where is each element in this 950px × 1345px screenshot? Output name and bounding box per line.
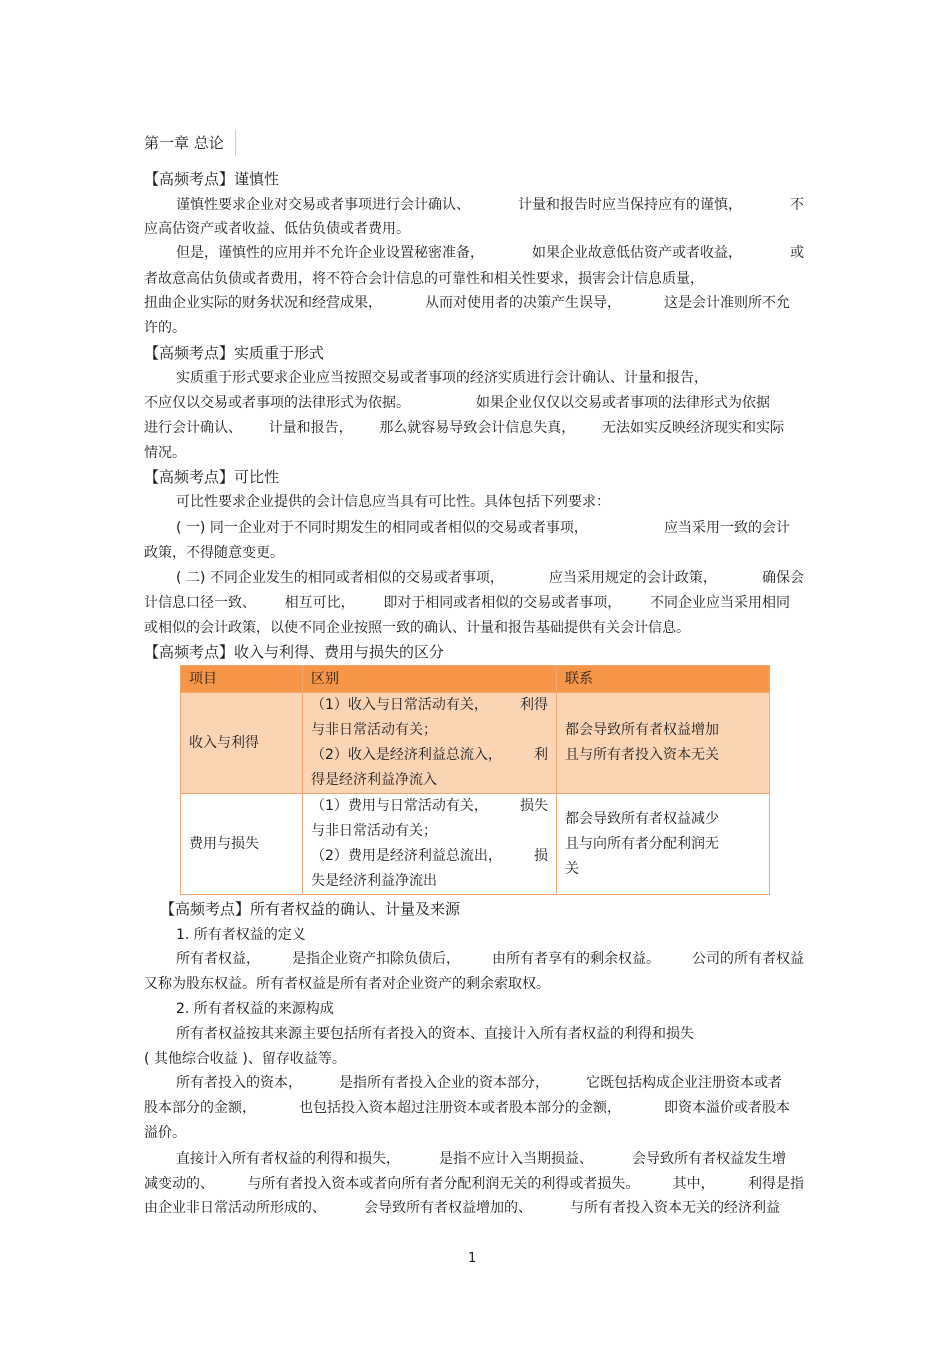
paragraph-line: ( 其他综合收益 )、留存收益等。 [144,1051,346,1067]
paragraph-line: 减变动的、 与所有者投入资本或者向所有者分配利润无关的利得或者损失。 其中， 利得是指 [144,1176,804,1192]
paragraph-line: 所有者投入的资本， 是指所有者投入企业的资本部分， 它既包括构成企业注册资本或者 [176,1075,782,1091]
paragraph-line: 进行会计确认、 计量和报告， 那么就容易导致会计信息失真， 无法如实反映经济现实和实际 [144,420,784,436]
row-label: 收入与利得 [181,693,303,794]
subheading-sources: 2. 所有者权益的来源构成 [176,1001,334,1017]
table-header-difference: 区别 [303,666,557,693]
paragraph-line: 实质重于形式要求企业应当按照交易或者事项的经济实质进行会计确认、计量和报告， [176,370,708,386]
section-heading-prudence: 【高频考点】谨慎性 [144,170,280,188]
section-heading-equity: 【高频考点】所有者权益的确认、计量及来源 [160,900,461,918]
paragraph-line: 又称为股东权益。所有者权益是所有者对企业资产的剩余索取权。 [144,976,550,992]
paragraph-line: 者故意高估负债或者费用，将不符合会计信息的可靠性和相关性要求，损害会计信息质量， [144,271,704,287]
paragraph-line: ( 一) 同一企业对于不同时期发生的相同或者相似的交易或者事项， 应当采用一致的会计 [176,520,790,536]
row-label: 费用与损失 [181,794,303,895]
paragraph-line: 扭曲企业实际的财务状况和经营成果， 从而对使用者的决策产生误导， 这是会计准则所不允 [144,295,790,311]
row-difference: （1）收入与日常活动有关， 利得 与非日常活动有关； （2）收入是经济利益总流入， 利 得是经济利益净流入 [303,693,557,794]
paragraph-line: 许的。 [144,320,186,336]
paragraph-line: 所有者权益， 是指企业资产扣除负债后， 由所有者享有的剩余权益。 公司的所有者权益 [176,951,804,967]
table-header-item: 项目 [181,666,303,693]
paragraph-line: 直接计入所有者权益的利得和损失， 是指不应计入当期损益、 会导致所有者权益发生增 [176,1151,786,1167]
distinction-table [180,665,770,895]
paragraph-line: 情况。 [144,445,186,461]
section-heading-substance: 【高频考点】实质重于形式 [144,344,325,362]
paragraph-line: 由企业非日常活动所形成的、 会导致所有者权益增加的、 与所有者投入资本无关的经济利益 [144,1200,780,1216]
row-relation: 都会导致所有者权益增加 且与所有者投入资本无关 [557,693,770,794]
section-heading-comparability: 【高频考点】可比性 [144,468,280,486]
cursor-divider [235,130,236,156]
chapter-title: 第一章 总论 [144,134,224,152]
table-row [181,693,770,794]
row-relation: 都会导致所有者权益减少 且与向所有者分配利润无 关 [557,794,770,895]
paragraph-line: 计信息口径一致、 相互可比， 即对于相同或者相似的交易或者事项， 不同企业应当采用相同 [144,595,790,611]
table-header-relation: 联系 [557,666,770,693]
paragraph-line: 股本部分的金额， 也包括投入资本超过注册资本或者股本部分的金额， 即资本溢价或者股本 [144,1100,790,1116]
paragraph-line: 或相似的会计政策，以使不同企业按照一致的确认、计量和报告基础提供有关会计信息。 [144,620,690,636]
section-heading-distinction: 【高频考点】收入与利得、费用与损失的区分 [144,643,445,661]
paragraph-line: 政策，不得随意变更。 [144,545,284,561]
paragraph-line: 但是，谨慎性的应用并不允许企业设置秘密准备， 如果企业故意低估资产或者收益， 或 [176,245,804,261]
paragraph-line: 应高估资产或者收益、低估负债或者费用。 [144,221,410,237]
paragraph-line: 溢价。 [144,1125,186,1141]
paragraph-line: 不应仅以交易或者事项的法律形式为依据。 如果企业仅仅以交易或者事项的法律形式为依据 [144,395,770,411]
table-row [181,794,770,895]
paragraph-line: 所有者权益按其来源主要包括所有者投入的资本、直接计入所有者权益的利得和损失 [176,1026,694,1042]
paragraph-line: ( 二) 不同企业发生的相同或者相似的交易或者事项， 应当采用规定的会计政策， 确保会 [176,570,804,586]
row-difference: （1）费用与日常活动有关， 损失 与非日常活动有关； （2）费用是经济利益总流出， 损 失是经济利益净流出 [303,794,557,895]
paragraph-line: 谨慎性要求企业对交易或者事项进行会计确认、 计量和报告时应当保持应有的谨慎， 不 [176,197,804,213]
paragraph-line: 可比性要求企业提供的会计信息应当具有可比性。具体包括下列要求： [176,494,610,510]
subheading-definition: 1. 所有者权益的定义 [176,927,306,943]
page-number: 1 [468,1251,477,1266]
